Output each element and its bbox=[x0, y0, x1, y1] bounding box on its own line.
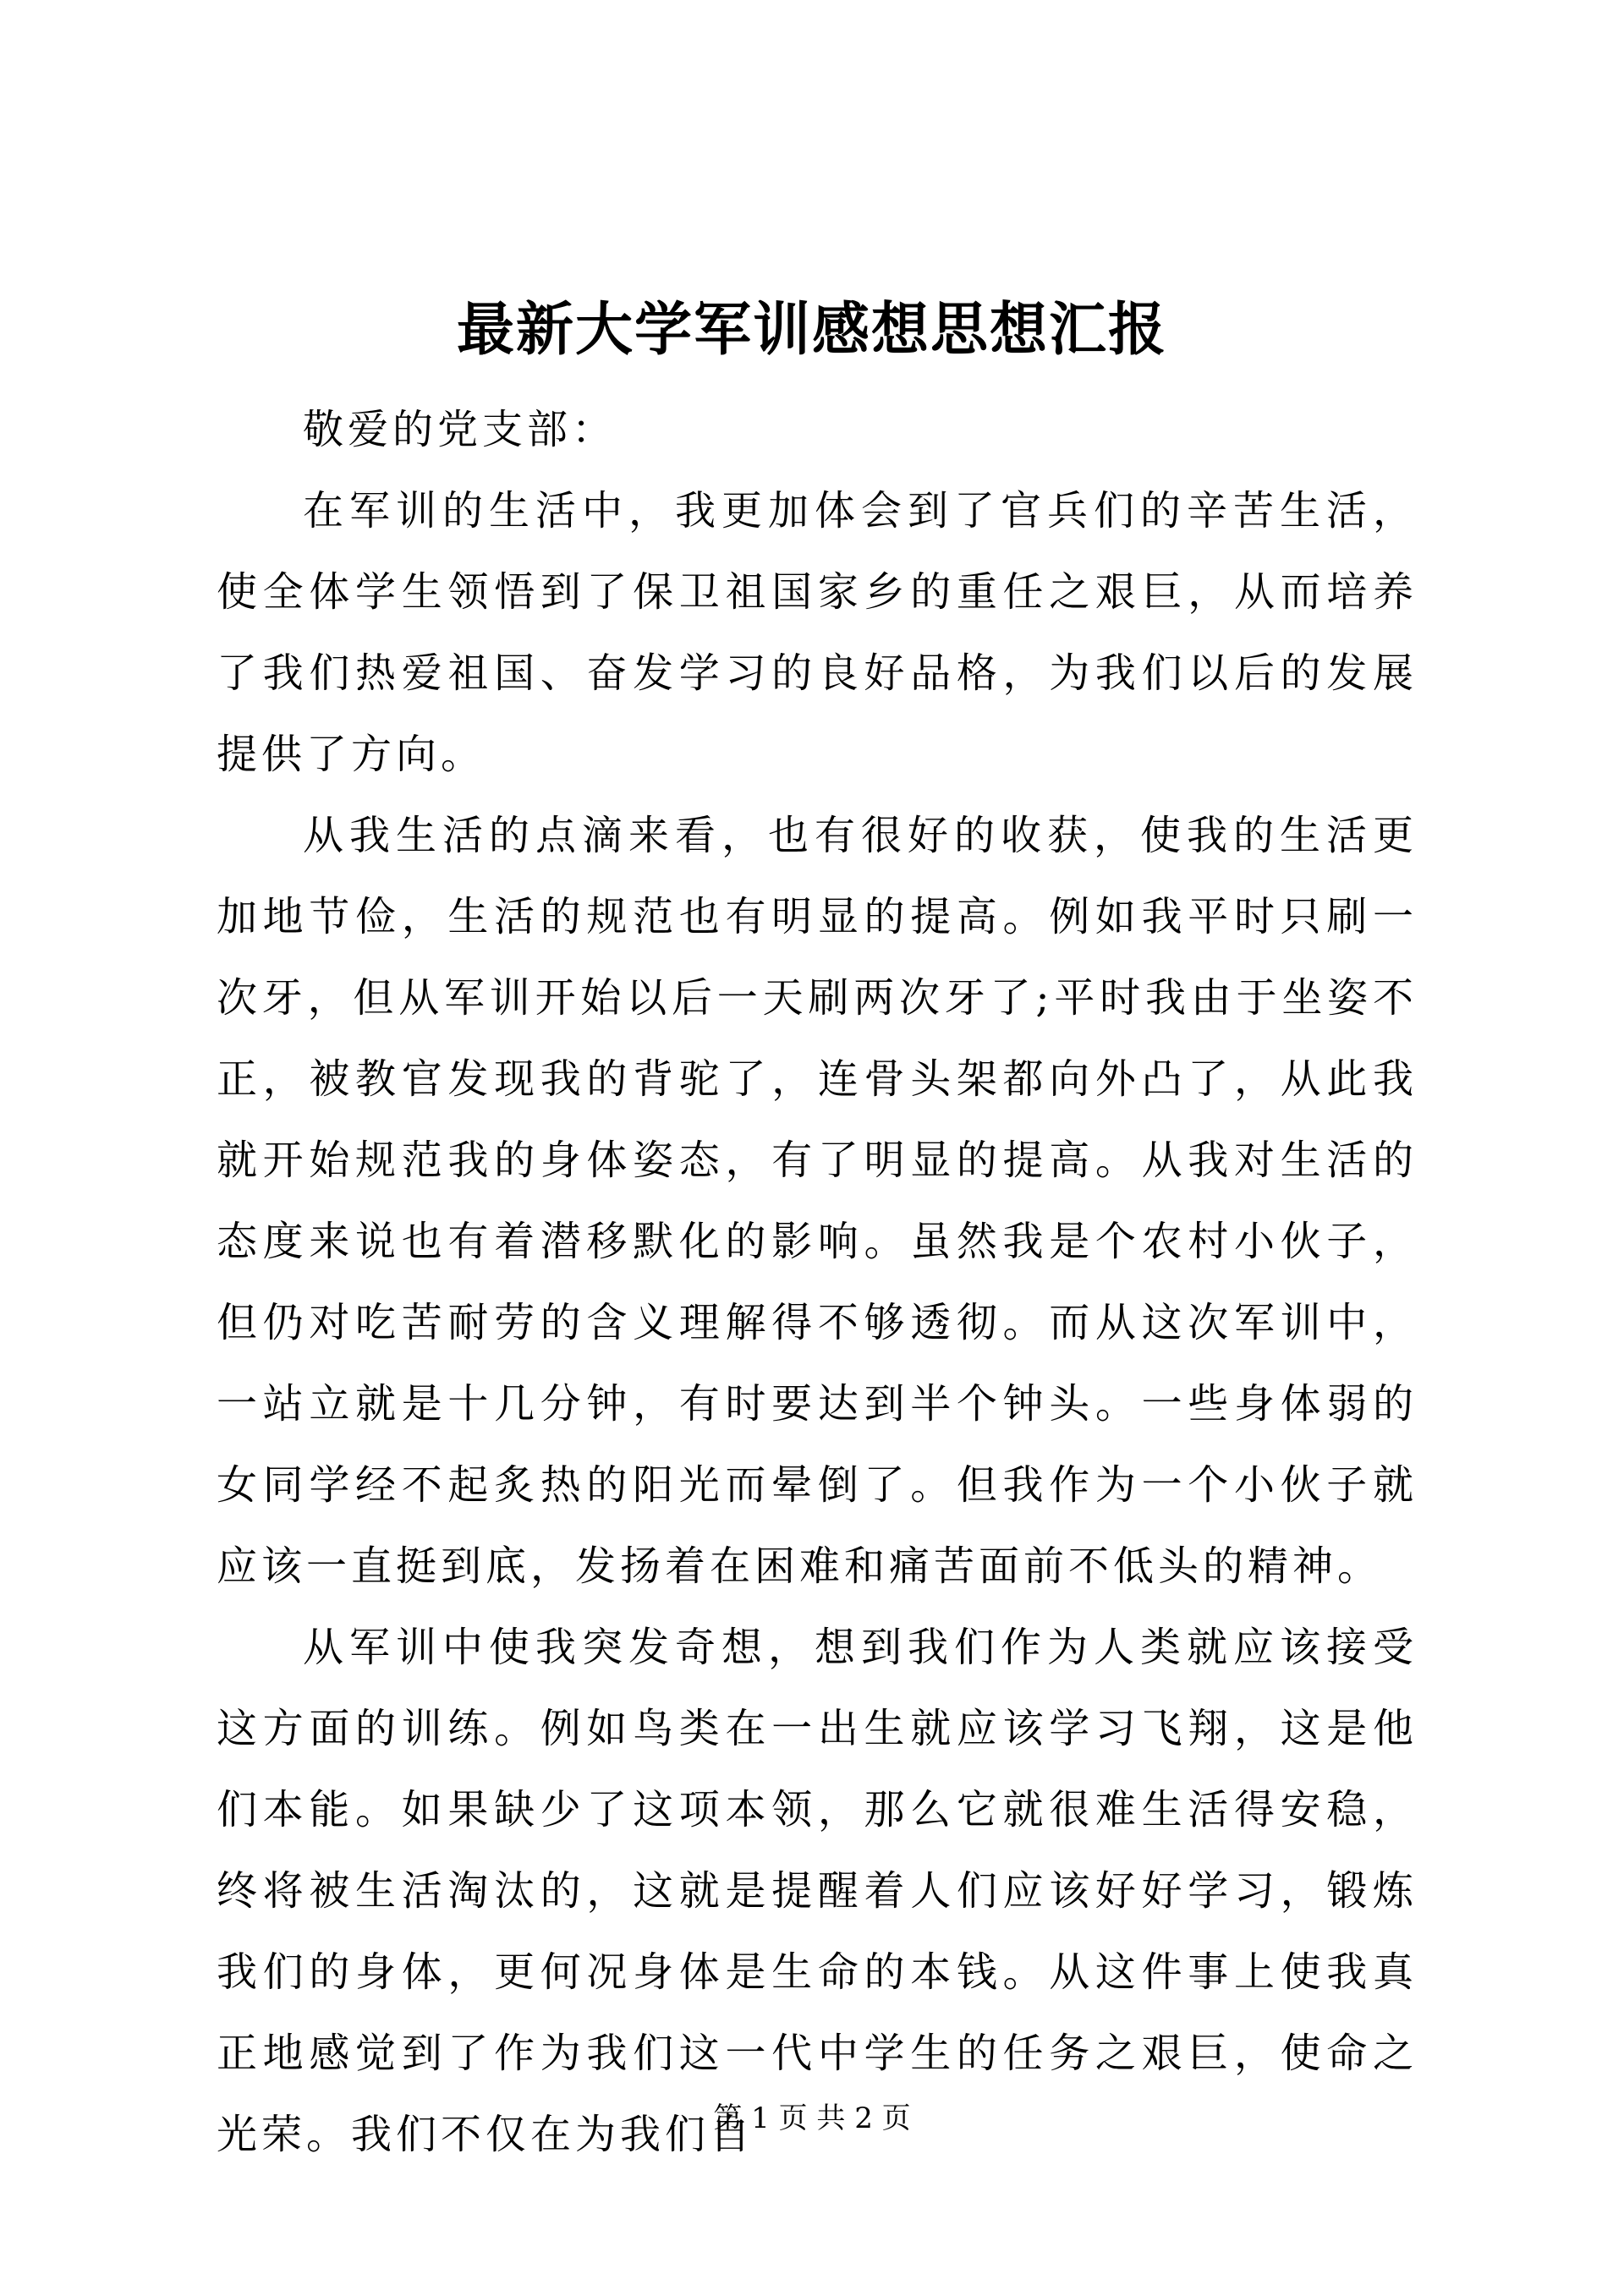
paragraph-3: 从军训中使我突发奇想，想到我们作为人类就应该接受这方面的训练。例如鸟类在一出生就应该学习飞翔，这是他们本能。如果缺少了这项本领，那么它就很难生活得安稳，终将被生活淘汰的，这就是提醒着人们应该好好学习，锻炼我们的身体，更何况身体是生命的本钱。从这件事上使我真正地感觉到了作为我们这一代中学生的任务之艰巨，使命之光荣。我们不仅在为我们自 bbox=[217, 1624, 1418, 2158]
paragraph-1: 在军训的生活中，我更加体会到了官兵们的辛苦生活，使全体学生领悟到了保卫祖国家乡的重任之艰巨，从而培养了我们热爱祖国、奋发学习的良好品格，为我们以后的发展提供了方向。 bbox=[217, 487, 1418, 778]
document-body bbox=[217, 389, 1418, 2175]
paragraph-2: 从我生活的点滴来看，也有很好的收获，使我的生活更加地节俭，生活的规范也有明显的提高。例如我平时只刷一次牙，但从军训开始以后一天刷两次牙了;平时我由于坐姿不正，被教官发现我的背驼了，连骨头架都向外凸了，从此我就开始规范我的身体姿态，有了明显的提高。从我对生活的态度来说也有着潜移默化的影响。虽然我是个农村小伙子，但仍对吃苦耐劳的含义理解得不够透彻。而从这次军训中，一站立就是十几分钟，有时要达到半个钟头。一些身体弱的女同学经不起炙热的阳光而晕倒了。但我作为一个小伙子就应该一直挺到底，发扬着在困难和痛苦面前不低头的精神。 bbox=[217, 812, 1418, 1590]
page-number-footer: 第 1 页 共 2 页 bbox=[713, 2101, 911, 2135]
salutation: 敬爱的党支部： bbox=[303, 406, 617, 453]
document-title: 最新大学军训感想思想汇报 bbox=[456, 296, 1167, 364]
